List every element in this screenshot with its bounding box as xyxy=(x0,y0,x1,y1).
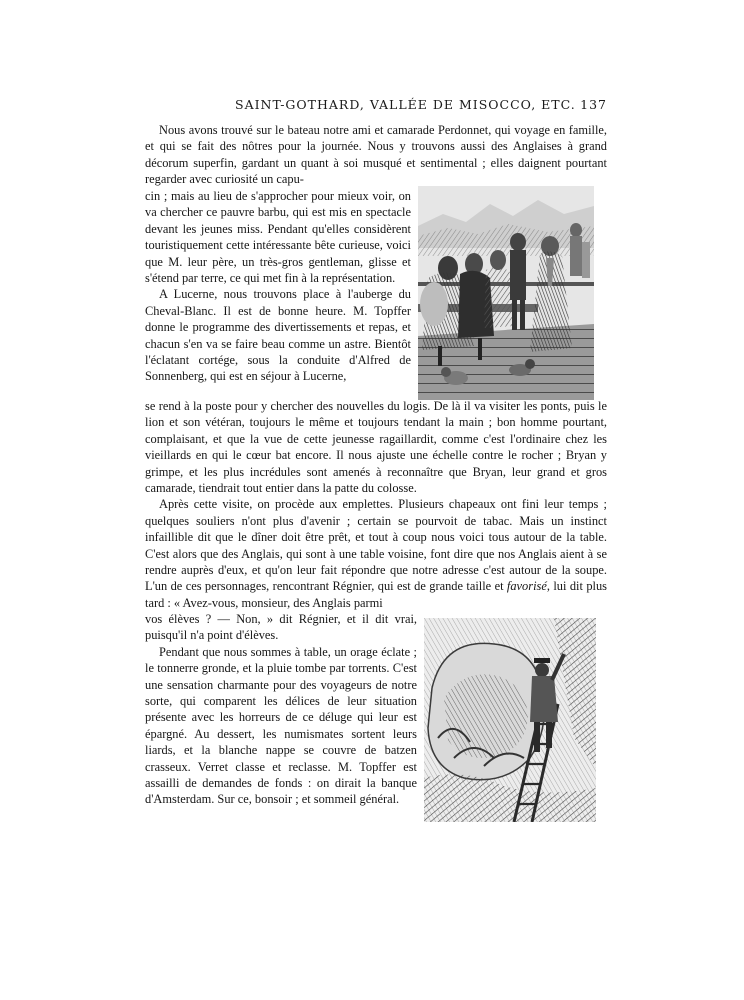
paragraph-1-continued: cin ; mais au lieu de s'approcher pour mieux voir, on va chercher ce pauvre barbu, qui est mis en spectacle devant les jeunes miss. Pendant qu'elles considèrent touristiquement cette intéressante bête curieuse, voici que M. leur père, un très-gros gentleman, glisse et s'étend par terre, ce qui met fin à la représentation. xyxy=(145,189,411,286)
paragraph-3-text-b: , lui dit plus tard : « Avez-vous, monsieur, des Anglais parmi xyxy=(145,579,607,610)
paragraph-2-opening: A Lucerne, nous trouvons place à l'auberge du Cheval-Blanc. Il est de bonne heure. M. Topffer donne le programme des divertissements et repas, et chacun s'en va se faire beau comme un astre. Bientôt l'éclatant cortége, sous la conduite d'Alfred de Sonnenberg, qui est en séjour à Lucerne, xyxy=(145,287,411,384)
paragraph-3-continued: vos élèves ? — Non, » dit Régnier, et il dit vrai, puisqu'il n'a point d'élèves. xyxy=(145,612,417,643)
engraving-ladder-lion-paw-icon xyxy=(424,618,596,822)
paragraph-3-emphasis: favorisé xyxy=(506,579,547,594)
illustration-top xyxy=(418,186,594,400)
page-number: 137 xyxy=(580,97,607,112)
narrow-column-bottom xyxy=(145,611,417,808)
running-head-title: SAINT-GOTHARD, VALLÉE DE MISOCCO, ETC. xyxy=(235,97,576,112)
running-head xyxy=(145,97,607,117)
paragraph-3-opening xyxy=(145,496,607,611)
illustration-bottom xyxy=(424,618,596,822)
narrow-column-top xyxy=(145,188,411,385)
paragraph-2-continued: se rend à la poste pour y chercher des nouvelles du logis. De là il va visiter les ponts, puis le lion et son vétéran, toujours le même et toujours tendant la main ; bon homme pourtant, complaisant, et que la vue de cette jeunesse ragaillardit, comme c'est l'ordinaire chez les vieillards en qui le cœur bat encore. Il nous ajuste une échelle contre le rocher ; Bryan y grimpe, et les plus incrédules sont amenés à reconnaître que Bryan, leur grand et gros camarade, tiendrait tout entier dans la patte du colosse. xyxy=(145,399,607,496)
paragraph-1-full xyxy=(145,122,607,188)
paragraph-3-text-a: Après cette visite, on procède aux emplettes. Plusieurs chapeaux ont fini leur temps ; quelques souliers n'ont plus d'avenir ; certain se pourvoit de tabac. Mais un instinct infaillible dit que le dîner doit être prêt, et tout à coup nous voici tous autour de la table. C'est alors que des Anglais, qui sont à une table voisine, font dire que nos Anglais aient à se rendre auprès d'eux, et qu'on leur fait répondre que notre adresse c'est autour de la soupe. L'un de ces personnages, rencontrant Régnier, qui est de grande taille et xyxy=(145,497,607,594)
paragraph-1-opening: Nous avons trouvé sur le bateau notre ami et camarade Perdonnet, qui voyage en famille, et qui se fait des nôtres pour la journée. Nous y trouvons aussi des Anglaises à grand décorum superfin, gardant un quant à soi musqué et sentimental ; elles daignent pourtant regarder avec curiosité un capu- xyxy=(145,123,607,187)
paragraph-4: Pendant que nous sommes à table, un orage éclate ; le tonnerre gronde, et la pluie tombe par torrents. C'est une sensation charmante pour des voyageurs de notre sorte, qui comparent les délices de leur situation présente avec les horreurs de ce déluge qui leur est épargné. Au dessert, les numismates sortent leurs liards, et la blanche nappe se couvre de batzen crasseux. Verret classe et reclasse. M. Topffer est assailli de demandes de fonds : on dirait la banque d'Amsterdam. Sur ce, bonsoir ; et sommeil général. xyxy=(145,644,417,807)
engraving-boat-capuchin-icon xyxy=(418,186,594,400)
full-width-middle xyxy=(145,398,607,611)
